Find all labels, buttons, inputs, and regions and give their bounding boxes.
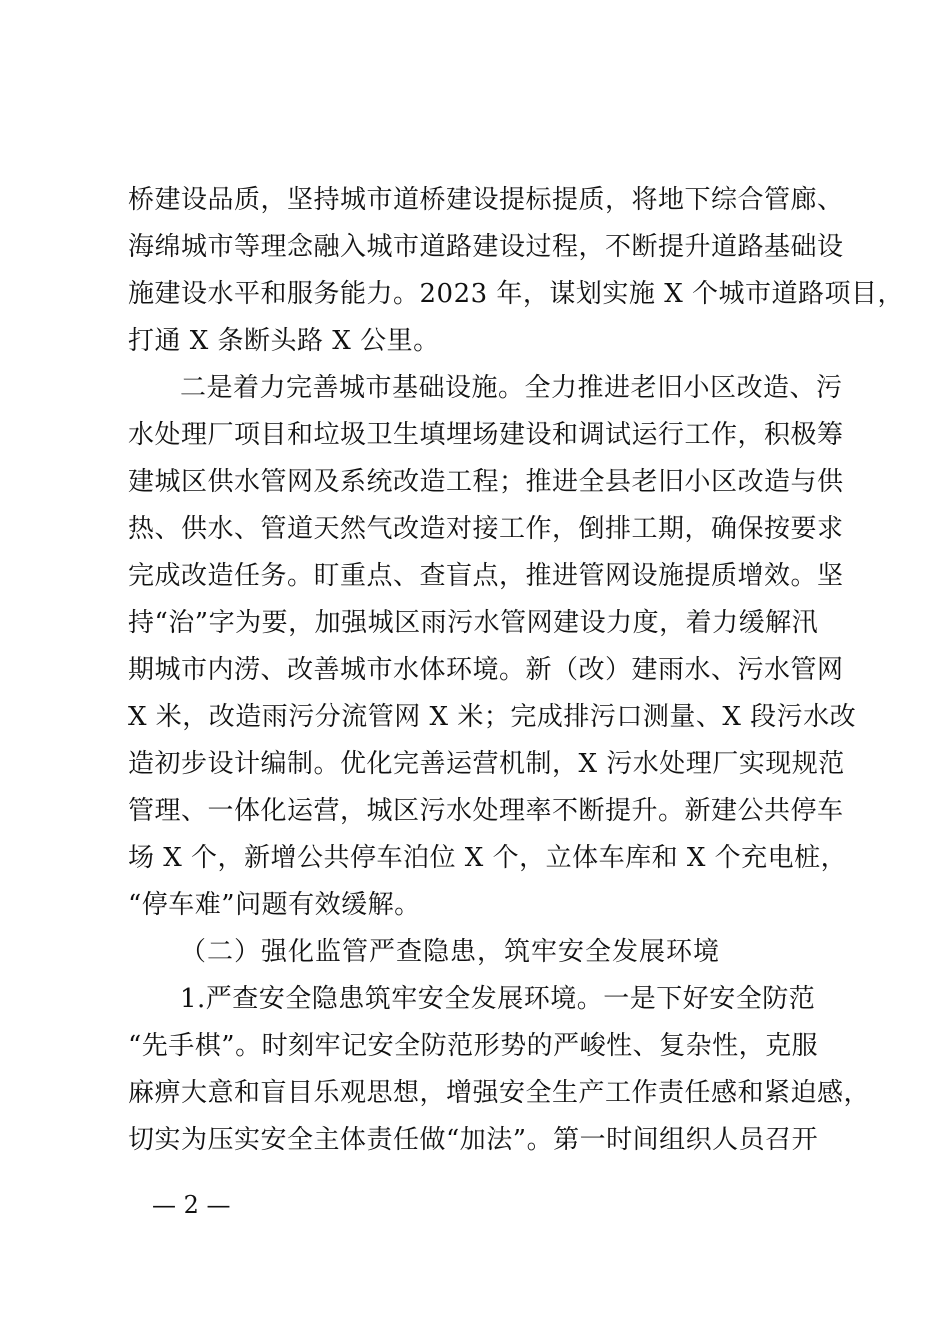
body-text-line: 施建设水平和服务能力。2023 年，谋划实施 X 个城市道路项目， (128, 279, 904, 309)
body-text-line: 水处理厂项目和垃圾卫生填埋场建设和调试运行工作，积极筹 (128, 420, 844, 450)
body-text-line: 热、供水、管道天然气改造对接工作，倒排工期，确保按要求 (128, 514, 844, 544)
body-text-line: X 米，改造雨污分流管网 X 米；完成排污口测量、X 段污水改 (128, 702, 857, 732)
body-text-line: “停车难”问题有效缓解。 (128, 890, 421, 920)
body-text-line: 场 X 个，新增公共停车泊位 X 个，立体车库和 X 个充电桩， (128, 843, 848, 873)
body-text-line: 造初步设计编制。优化完善运营机制，X 污水处理厂实现规范 (128, 749, 845, 779)
body-text-line: 完成改造任务。盯重点、查盲点，推进管网设施提质增效。坚 (128, 561, 844, 591)
body-text-line: 建城区供水管网及系统改造工程；推进全县老旧小区改造与供 (128, 467, 844, 497)
body-text-line: 1.严查安全隐患筑牢安全发展环境。一是下好安全防范 (180, 984, 816, 1014)
body-text-line: 打通 X 条断头路 X 公里。 (128, 326, 440, 356)
section-heading: （二）强化监管严查隐患，筑牢安全发展环境 (180, 937, 721, 967)
body-text-line: 管理、一体化运营，城区污水处理率不断提升。新建公共停车 (128, 796, 844, 826)
body-text-line: 期城市内涝、改善城市水体环境。新（改）建雨水、污水管网 (128, 655, 844, 685)
page-number: — 2 — (152, 1191, 231, 1219)
body-text-line: 麻痹大意和盲目乐观思想，增强安全生产工作责任感和紧迫感， (128, 1078, 871, 1108)
body-text-line: 持“治”字为要，加强城区雨污水管网建设力度，着力缓解汛 (128, 608, 819, 638)
body-text-line: 切实为压实安全主体责任做“加法”。第一时间组织人员召开 (128, 1125, 819, 1155)
body-text-line: 海绵城市等理念融入城市道路建设过程，不断提升道路基础设 (128, 232, 844, 262)
body-text-line: 桥建设品质，坚持城市道桥建设提标提质，将地下综合管廊、 (128, 185, 844, 215)
body-text-line: “先手棋”。时刻牢记安全防范形势的严峻性、复杂性，克服 (128, 1031, 819, 1061)
body-text-line: 二是着力完善城市基础设施。全力推进老旧小区改造、污 (180, 373, 843, 403)
